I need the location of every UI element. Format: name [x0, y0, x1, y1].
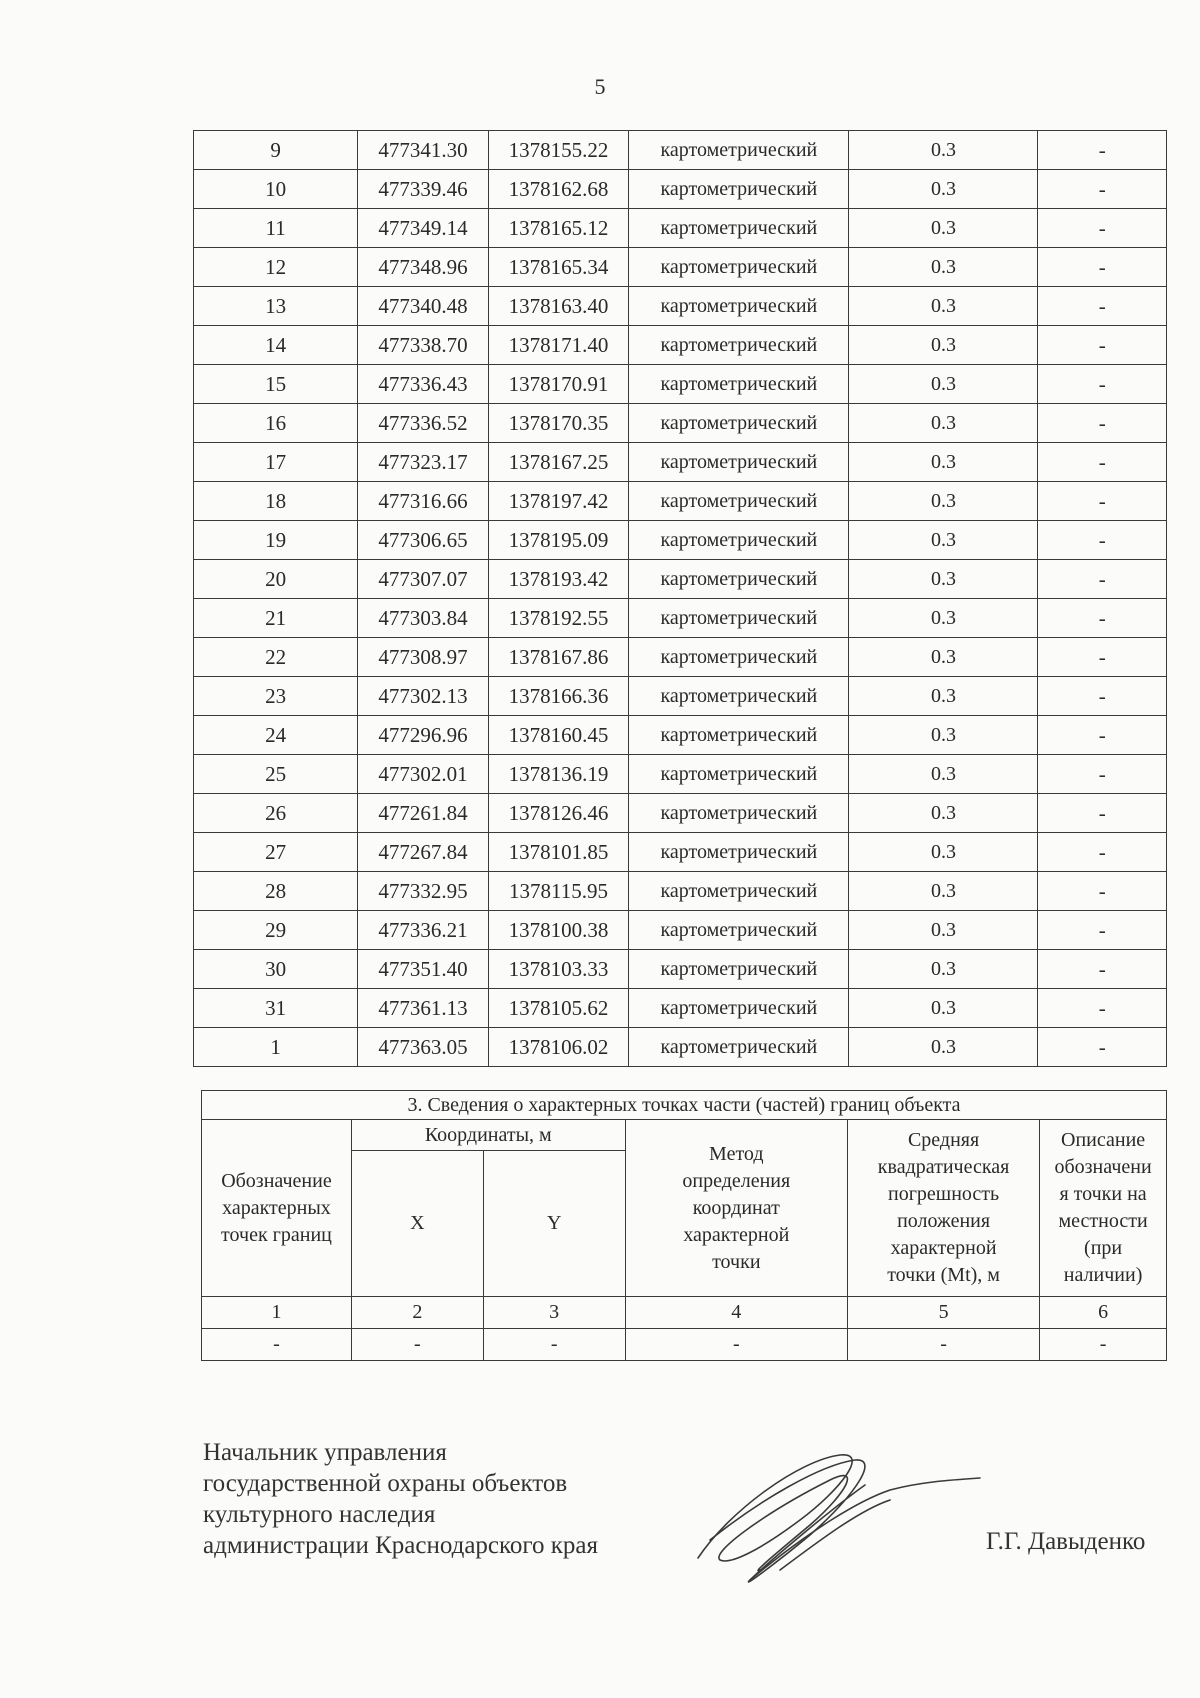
method-value: картометрический	[629, 326, 849, 365]
method-value: картометрический	[629, 287, 849, 326]
boundary-points-table	[193, 130, 1167, 1067]
column-number: 3	[483, 1297, 625, 1329]
coordinate-y: 1378165.12	[488, 209, 629, 248]
method-value: картометрический	[629, 209, 849, 248]
coordinate-y: 1378167.25	[488, 443, 629, 482]
table-row	[194, 365, 1167, 404]
header-description	[1040, 1120, 1167, 1297]
empty-cell: -	[847, 1329, 1039, 1361]
coordinate-x: 477361.13	[358, 989, 489, 1028]
coordinate-x: 477349.14	[358, 209, 489, 248]
description-value: -	[1038, 521, 1167, 560]
error-value: 0.3	[849, 365, 1038, 404]
point-number: 28	[194, 872, 358, 911]
table-row	[194, 638, 1167, 677]
coordinate-y: 1378155.22	[488, 131, 629, 170]
table-row	[194, 248, 1167, 287]
table-row	[194, 131, 1167, 170]
method-value: картометрический	[629, 677, 849, 716]
point-number: 30	[194, 950, 358, 989]
empty-cell: -	[483, 1329, 625, 1361]
description-value: -	[1038, 872, 1167, 911]
header-description-line: (при	[1084, 1237, 1123, 1259]
point-number: 12	[194, 248, 358, 287]
point-number: 1	[194, 1028, 358, 1067]
point-number: 21	[194, 599, 358, 638]
coordinate-x: 477339.46	[358, 170, 489, 209]
description-value: -	[1038, 248, 1167, 287]
description-value: -	[1038, 209, 1167, 248]
error-value: 0.3	[849, 794, 1038, 833]
error-value: 0.3	[849, 560, 1038, 599]
point-number: 20	[194, 560, 358, 599]
header-description-line: наличии)	[1063, 1264, 1143, 1286]
coordinate-y: 1378193.42	[488, 560, 629, 599]
table-row	[194, 443, 1167, 482]
table-row	[194, 794, 1167, 833]
signer-position-line: культурного наследия	[203, 1501, 436, 1528]
error-value: 0.3	[849, 716, 1038, 755]
point-number: 11	[194, 209, 358, 248]
table-row	[194, 326, 1167, 365]
header-error-line: квадратическая	[877, 1156, 1010, 1178]
header-error-line: характерной	[890, 1237, 997, 1259]
coordinate-y: 1378165.34	[488, 248, 629, 287]
points-table-body	[194, 131, 1167, 1067]
description-value: -	[1038, 326, 1167, 365]
point-number: 19	[194, 521, 358, 560]
error-value: 0.3	[849, 326, 1038, 365]
table-row	[194, 599, 1167, 638]
header-description-line: Описание	[1061, 1129, 1146, 1151]
point-number: 10	[194, 170, 358, 209]
description-value: -	[1038, 443, 1167, 482]
point-number: 31	[194, 989, 358, 1028]
coordinate-y: 1378192.55	[488, 599, 629, 638]
error-value: 0.3	[849, 404, 1038, 443]
method-value: картометрический	[629, 365, 849, 404]
error-value: 0.3	[849, 911, 1038, 950]
method-value: картометрический	[629, 521, 849, 560]
coordinate-x: 477302.01	[358, 755, 489, 794]
point-number: 18	[194, 482, 358, 521]
header-row-1	[202, 1120, 1167, 1151]
header-coordinates: Координаты, м	[351, 1120, 625, 1151]
header-designation-line: характерных	[222, 1196, 331, 1219]
header-designation-line: точек границ	[221, 1223, 332, 1246]
table-row	[194, 404, 1167, 443]
method-value: картометрический	[629, 443, 849, 482]
point-number: 27	[194, 833, 358, 872]
header-description-line: обозначени	[1054, 1156, 1152, 1178]
table-row	[194, 911, 1167, 950]
error-value: 0.3	[849, 872, 1038, 911]
column-number: 2	[351, 1297, 483, 1329]
error-value: 0.3	[849, 638, 1038, 677]
coordinate-x: 477261.84	[358, 794, 489, 833]
empty-cell: -	[625, 1329, 847, 1361]
coordinate-y: 1378170.35	[488, 404, 629, 443]
error-value: 0.3	[849, 131, 1038, 170]
table-row	[194, 950, 1167, 989]
method-value: картометрический	[629, 911, 849, 950]
error-value: 0.3	[849, 209, 1038, 248]
description-value: -	[1038, 911, 1167, 950]
coordinate-y: 1378100.38	[488, 911, 629, 950]
table-row	[194, 716, 1167, 755]
page-number: 5	[594, 74, 606, 99]
coordinate-x: 477340.48	[358, 287, 489, 326]
empty-cell: -	[351, 1329, 483, 1361]
method-value: картометрический	[629, 248, 849, 287]
header-error-line: положения	[897, 1210, 991, 1232]
header-description-line: я точки на	[1059, 1183, 1147, 1205]
coordinate-x: 477296.96	[358, 716, 489, 755]
point-number: 14	[194, 326, 358, 365]
description-value: -	[1038, 560, 1167, 599]
signer-position-line: администрации Краснодарского края	[203, 1532, 599, 1559]
coordinate-y: 1378163.40	[488, 287, 629, 326]
description-value: -	[1038, 716, 1167, 755]
method-value: картометрический	[629, 599, 849, 638]
coordinate-y: 1378106.02	[488, 1028, 629, 1067]
error-value: 0.3	[849, 248, 1038, 287]
header-method-line: характерной	[683, 1223, 790, 1246]
coordinate-y: 1378197.42	[488, 482, 629, 521]
header-designation-line: Обозначение	[221, 1169, 332, 1192]
coordinate-x: 477323.17	[358, 443, 489, 482]
error-value: 0.3	[849, 1028, 1038, 1067]
description-value: -	[1038, 482, 1167, 521]
error-value: 0.3	[849, 599, 1038, 638]
coordinate-y: 1378160.45	[488, 716, 629, 755]
header-error-line: Средняя	[907, 1129, 980, 1151]
header-method-line: Метод	[709, 1142, 764, 1165]
table-row	[194, 287, 1167, 326]
error-value: 0.3	[849, 287, 1038, 326]
coordinate-x: 477351.40	[358, 950, 489, 989]
method-value: картометрический	[629, 1028, 849, 1067]
header-description-line: местности	[1058, 1210, 1148, 1232]
method-value: картометрический	[629, 833, 849, 872]
method-value: картометрический	[629, 755, 849, 794]
coordinate-x: 477332.95	[358, 872, 489, 911]
section-3-table	[201, 1090, 1167, 1361]
method-value: картометрический	[629, 716, 849, 755]
empty-cell: -	[202, 1329, 352, 1361]
coordinate-x: 477338.70	[358, 326, 489, 365]
coordinate-y: 1378167.86	[488, 638, 629, 677]
header-error	[847, 1120, 1039, 1297]
section-caption-row	[202, 1091, 1167, 1120]
table-row	[194, 560, 1167, 599]
method-value: картометрический	[629, 872, 849, 911]
coordinate-y: 1378171.40	[488, 326, 629, 365]
coordinate-y: 1378105.62	[488, 989, 629, 1028]
table-row	[194, 989, 1167, 1028]
method-value: картометрический	[629, 638, 849, 677]
section-caption: 3. Сведения о характерных точках части (частей) границ объекта	[202, 1091, 1167, 1120]
coordinate-x: 477348.96	[358, 248, 489, 287]
table-row	[194, 677, 1167, 716]
error-value: 0.3	[849, 755, 1038, 794]
coordinate-x: 477316.66	[358, 482, 489, 521]
point-number: 22	[194, 638, 358, 677]
header-designation	[202, 1120, 352, 1297]
point-number: 16	[194, 404, 358, 443]
coordinate-y: 1378170.91	[488, 365, 629, 404]
empty-cell: -	[1040, 1329, 1167, 1361]
column-numbers-row	[202, 1297, 1167, 1329]
header-method-line: определения	[682, 1169, 791, 1192]
point-number: 25	[194, 755, 358, 794]
point-number: 29	[194, 911, 358, 950]
description-value: -	[1038, 833, 1167, 872]
signer-position-line: государственной охраны объектов	[203, 1470, 568, 1497]
table-row	[194, 521, 1167, 560]
column-number: 5	[847, 1297, 1039, 1329]
header-error-line: погрешность	[888, 1183, 1000, 1205]
coordinate-x: 477302.13	[358, 677, 489, 716]
description-value: -	[1038, 131, 1167, 170]
description-value: -	[1038, 755, 1167, 794]
point-number: 23	[194, 677, 358, 716]
error-value: 0.3	[849, 521, 1038, 560]
method-value: картометрический	[629, 560, 849, 599]
header-method	[625, 1120, 847, 1297]
header-method-line: точки	[712, 1250, 761, 1273]
error-value: 0.3	[849, 443, 1038, 482]
column-number: 1	[202, 1297, 352, 1329]
table-row	[194, 1028, 1167, 1067]
coordinate-y: 1378195.09	[488, 521, 629, 560]
description-value: -	[1038, 599, 1167, 638]
point-number: 15	[194, 365, 358, 404]
error-value: 0.3	[849, 989, 1038, 1028]
description-value: -	[1038, 170, 1167, 209]
coordinate-y: 1378103.33	[488, 950, 629, 989]
method-value: картометрический	[629, 482, 849, 521]
method-value: картометрический	[629, 989, 849, 1028]
description-value: -	[1038, 404, 1167, 443]
coordinate-x: 477336.52	[358, 404, 489, 443]
error-value: 0.3	[849, 833, 1038, 872]
table-row	[194, 872, 1167, 911]
handwritten-signature	[690, 1440, 990, 1600]
signer-position	[203, 1437, 598, 1561]
table-row	[194, 482, 1167, 521]
table-row	[194, 833, 1167, 872]
coordinate-x: 477308.97	[358, 638, 489, 677]
coordinate-y: 1378166.36	[488, 677, 629, 716]
point-number: 13	[194, 287, 358, 326]
method-value: картометрический	[629, 950, 849, 989]
description-value: -	[1038, 1028, 1167, 1067]
coordinate-y: 1378136.19	[488, 755, 629, 794]
description-value: -	[1038, 287, 1167, 326]
point-number: 24	[194, 716, 358, 755]
signer-position-line: Начальник управления	[203, 1439, 447, 1466]
coordinate-y: 1378101.85	[488, 833, 629, 872]
table-row	[194, 209, 1167, 248]
coordinate-y: 1378162.68	[488, 170, 629, 209]
header-error-line: точки (Mt), м	[887, 1264, 1000, 1286]
method-value: картометрический	[629, 170, 849, 209]
column-number: 4	[625, 1297, 847, 1329]
coordinate-x: 477267.84	[358, 833, 489, 872]
coordinate-x: 477303.84	[358, 599, 489, 638]
description-value: -	[1038, 950, 1167, 989]
error-value: 0.3	[849, 677, 1038, 716]
table-row	[194, 170, 1167, 209]
coordinate-x: 477336.21	[358, 911, 489, 950]
description-value: -	[1038, 365, 1167, 404]
error-value: 0.3	[849, 950, 1038, 989]
method-value: картометрический	[629, 404, 849, 443]
coordinate-x: 477307.07	[358, 560, 489, 599]
point-number: 26	[194, 794, 358, 833]
column-number: 6	[1040, 1297, 1167, 1329]
description-value: -	[1038, 677, 1167, 716]
coordinate-y: 1378115.95	[488, 872, 629, 911]
header-y: Y	[483, 1151, 625, 1297]
coordinate-x: 477306.65	[358, 521, 489, 560]
point-number: 9	[194, 131, 358, 170]
method-value: картометрический	[629, 794, 849, 833]
header-method-line: координат	[692, 1196, 780, 1219]
coordinate-x: 477341.30	[358, 131, 489, 170]
point-number: 17	[194, 443, 358, 482]
signer-name: Г.Г. Давыденко	[986, 1528, 1146, 1555]
table-row	[194, 755, 1167, 794]
coordinate-x: 477363.05	[358, 1028, 489, 1067]
coordinate-y: 1378126.46	[488, 794, 629, 833]
empty-data-row	[202, 1329, 1167, 1361]
header-x: X	[351, 1151, 483, 1297]
description-value: -	[1038, 638, 1167, 677]
error-value: 0.3	[849, 482, 1038, 521]
method-value: картометрический	[629, 131, 849, 170]
description-value: -	[1038, 989, 1167, 1028]
description-value: -	[1038, 794, 1167, 833]
coordinate-x: 477336.43	[358, 365, 489, 404]
error-value: 0.3	[849, 170, 1038, 209]
